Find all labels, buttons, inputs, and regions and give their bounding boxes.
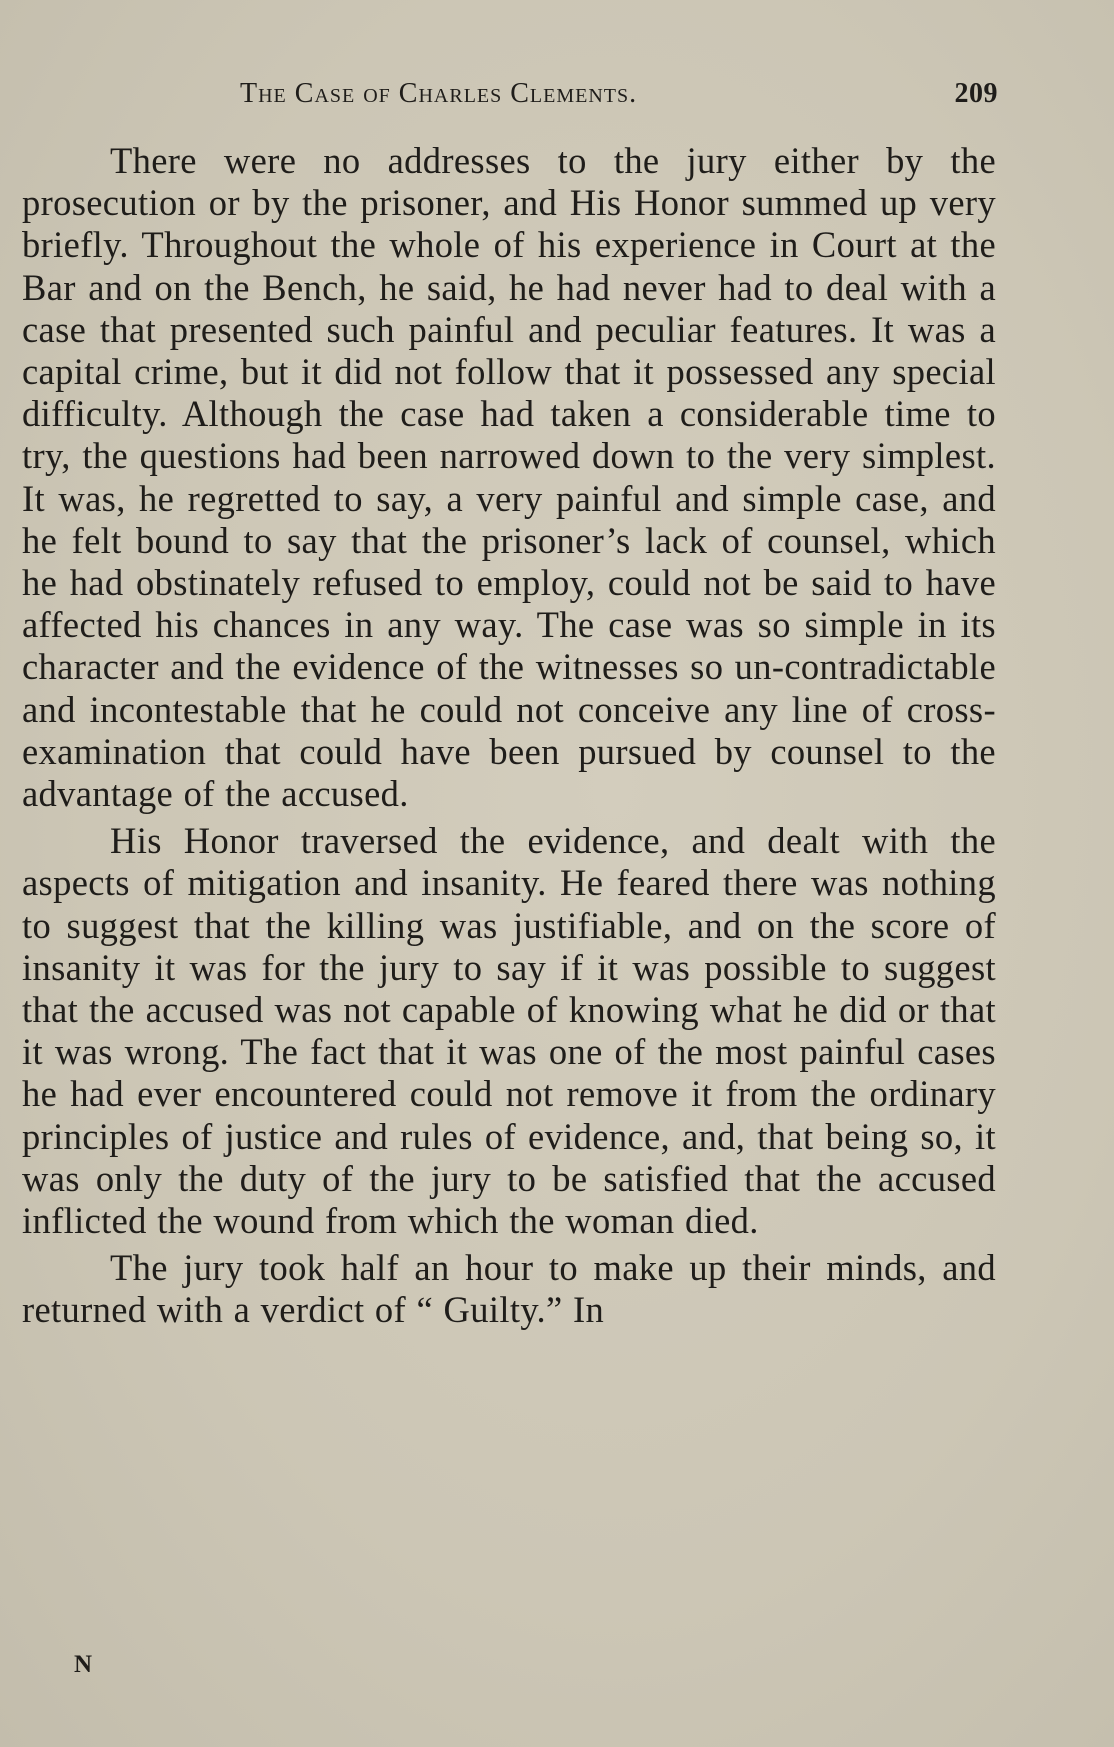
page-header (240, 78, 998, 118)
paragraph-summing-up: There were no addresses to the jury either by the prosecution or by the prisoner, and His Honor summed up very briefly. Throughout the whole of his experience in Court at the Bar and on the Bench, he said, he had never had to deal with a case that presented such painful and peculiar features. It was a capital crime, but it did not follow that it possessed any special difficulty. Although the case had taken a considerable time to try, the questions had been narrowed down to the very simplest. It was, he regretted to say, a very painful and simple case, and he felt bound to say that the prisoner’s lack of counsel, which he had obstinately refused to employ, could not be said to have affected his chances in any way. The case was so simple in its character and the evidence of the witnesses so un-contradictable and incontestable that he could not conceive any line of cross-examination that could have been pursued by counsel to the advantage of the accused. (22, 140, 996, 815)
running-title: The Case of Charles Clements. (240, 78, 638, 109)
page-number: 209 (954, 78, 998, 109)
signature-mark: N (74, 1651, 94, 1678)
paragraph-verdict: The jury took half an hour to make up their minds, and returned with a verdict of “ Guilty.” In (22, 1247, 996, 1331)
paragraph-evidence-review: His Honor traversed the evidence, and dealt with the aspects of mitigation and insanity. He feared there was nothing to suggest that the killing was justifiable, and on the score of insanity it was for the jury to say if it was possible to suggest that the accused was not capable of knowing what he did or that it was wrong. The fact that it was one of the most painful cases he had ever encountered could not remove it from the ordinary principles of justice and rules of evidence, and, that being so, it was only the duty of the jury to be satisfied that the accused inflicted the wound from which the woman died. (22, 820, 996, 1242)
body-text (22, 140, 996, 1332)
